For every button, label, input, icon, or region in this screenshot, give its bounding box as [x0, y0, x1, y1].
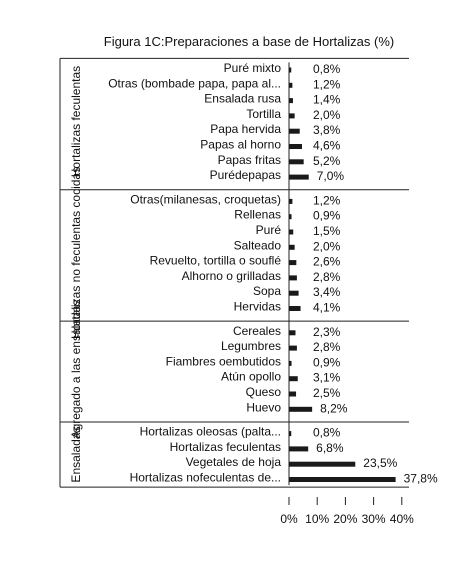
group-label: Hortalizas feculentas	[69, 65, 83, 178]
value-label: 1,4%	[313, 92, 341, 107]
value-label: 0,9%	[313, 208, 341, 223]
category-label: Puré	[255, 223, 281, 237]
category-label: Papa hervida	[210, 122, 281, 137]
value-label: 2,8%	[313, 269, 341, 284]
bar	[289, 330, 295, 335]
value-label: 3,4%	[313, 285, 341, 300]
bar	[289, 113, 295, 118]
category-label: Atún opollo	[220, 369, 281, 384]
bar	[289, 306, 301, 311]
bar	[289, 477, 396, 482]
bar	[289, 346, 297, 351]
value-label: 8,2%	[320, 401, 348, 416]
value-label: 23,5%	[363, 456, 398, 471]
value-label: 0,8%	[313, 425, 341, 440]
bar	[289, 275, 297, 280]
bar	[289, 392, 296, 397]
bar	[289, 214, 292, 219]
bar	[289, 83, 292, 88]
value-label: 2,8%	[313, 340, 341, 355]
x-tick-label: 0%	[280, 512, 298, 526]
category-label: Revuelto, tortilla o souflé	[149, 253, 281, 268]
category-label: Legumbres	[220, 339, 281, 354]
category-label: Sopa	[252, 284, 281, 299]
x-tick-label: 40%	[389, 512, 414, 526]
category-label: Salteado	[233, 238, 281, 253]
category-label: Hervidas	[233, 299, 281, 314]
bar	[289, 446, 308, 451]
category-label: Purédepapas	[209, 168, 281, 183]
value-label: 5,2%	[313, 153, 341, 168]
value-label: 1,2%	[313, 77, 341, 92]
bar	[289, 361, 292, 366]
value-label: 3,8%	[313, 123, 341, 138]
category-label: Vegetales de hoja	[185, 455, 281, 470]
value-label: 2,0%	[313, 107, 341, 122]
bar	[289, 68, 291, 73]
bar	[289, 129, 300, 134]
bar	[289, 144, 302, 149]
x-tick-label: 30%	[361, 512, 386, 526]
value-label: 6,8%	[316, 440, 344, 455]
value-label: 7,0%	[316, 169, 345, 184]
category-label: Queso	[245, 385, 281, 399]
value-label: 1,5%	[313, 224, 341, 238]
category-label: Hortalizas nofeculentas de...	[129, 470, 281, 485]
value-label: 2,6%	[313, 254, 341, 269]
value-label: 3,1%	[313, 370, 341, 385]
category-label: Hortalizas feculentas	[169, 439, 281, 454]
category-label: Tortilla	[246, 106, 281, 121]
x-tick-label: 20%	[333, 512, 358, 526]
value-label: 0,9%	[313, 355, 341, 370]
category-label: Hortalizas oleosas (palta...	[139, 424, 281, 439]
bar	[289, 159, 304, 164]
value-label: 0,8%	[313, 62, 341, 76]
bar	[289, 431, 291, 436]
bar	[289, 376, 298, 381]
category-label: Puré mixto	[223, 61, 281, 75]
bar	[289, 230, 293, 235]
category-label: Huevo	[246, 400, 281, 415]
category-label: Cereales	[232, 323, 281, 338]
value-label: 2,0%	[313, 239, 341, 254]
category-label: Alhorno o grilladas	[181, 268, 281, 283]
category-label: Otras(milanesas, croquetas)	[130, 192, 281, 207]
bar	[289, 260, 296, 265]
x-tick-label: 10%	[305, 512, 330, 526]
value-label: 1,2%	[313, 193, 341, 208]
category-label: Papas fritas	[217, 152, 281, 167]
value-label: 37,8%	[403, 471, 438, 486]
chart-title: Figura 1C:Preparaciones a base de Hortalizas (%)	[103, 34, 395, 49]
plot-area	[60, 58, 438, 526]
value-label: 2,3%	[313, 324, 341, 339]
value-label: 4,1%	[313, 300, 341, 315]
value-label: 4,6%	[313, 138, 341, 153]
bar	[289, 98, 293, 103]
category-label: Papas al horno	[200, 137, 281, 152]
bar	[289, 245, 295, 250]
group-label: Hortalizas no feculentas cocidas	[69, 166, 83, 339]
value-label: 2,5%	[313, 386, 341, 400]
bar	[289, 462, 355, 467]
category-label: Ensalada rusa	[204, 91, 281, 106]
bar	[289, 199, 292, 204]
bar	[289, 291, 299, 296]
group-label: Ensaladas	[69, 426, 83, 483]
group-label: Agregado a las ensaladas	[69, 299, 83, 439]
bar	[289, 175, 309, 180]
category-label: Otras (bombade papa, papa al...	[108, 76, 281, 91]
category-label: Fiambres oembutidos	[165, 354, 281, 369]
bar	[289, 407, 312, 412]
category-label: Rellenas	[234, 207, 281, 222]
